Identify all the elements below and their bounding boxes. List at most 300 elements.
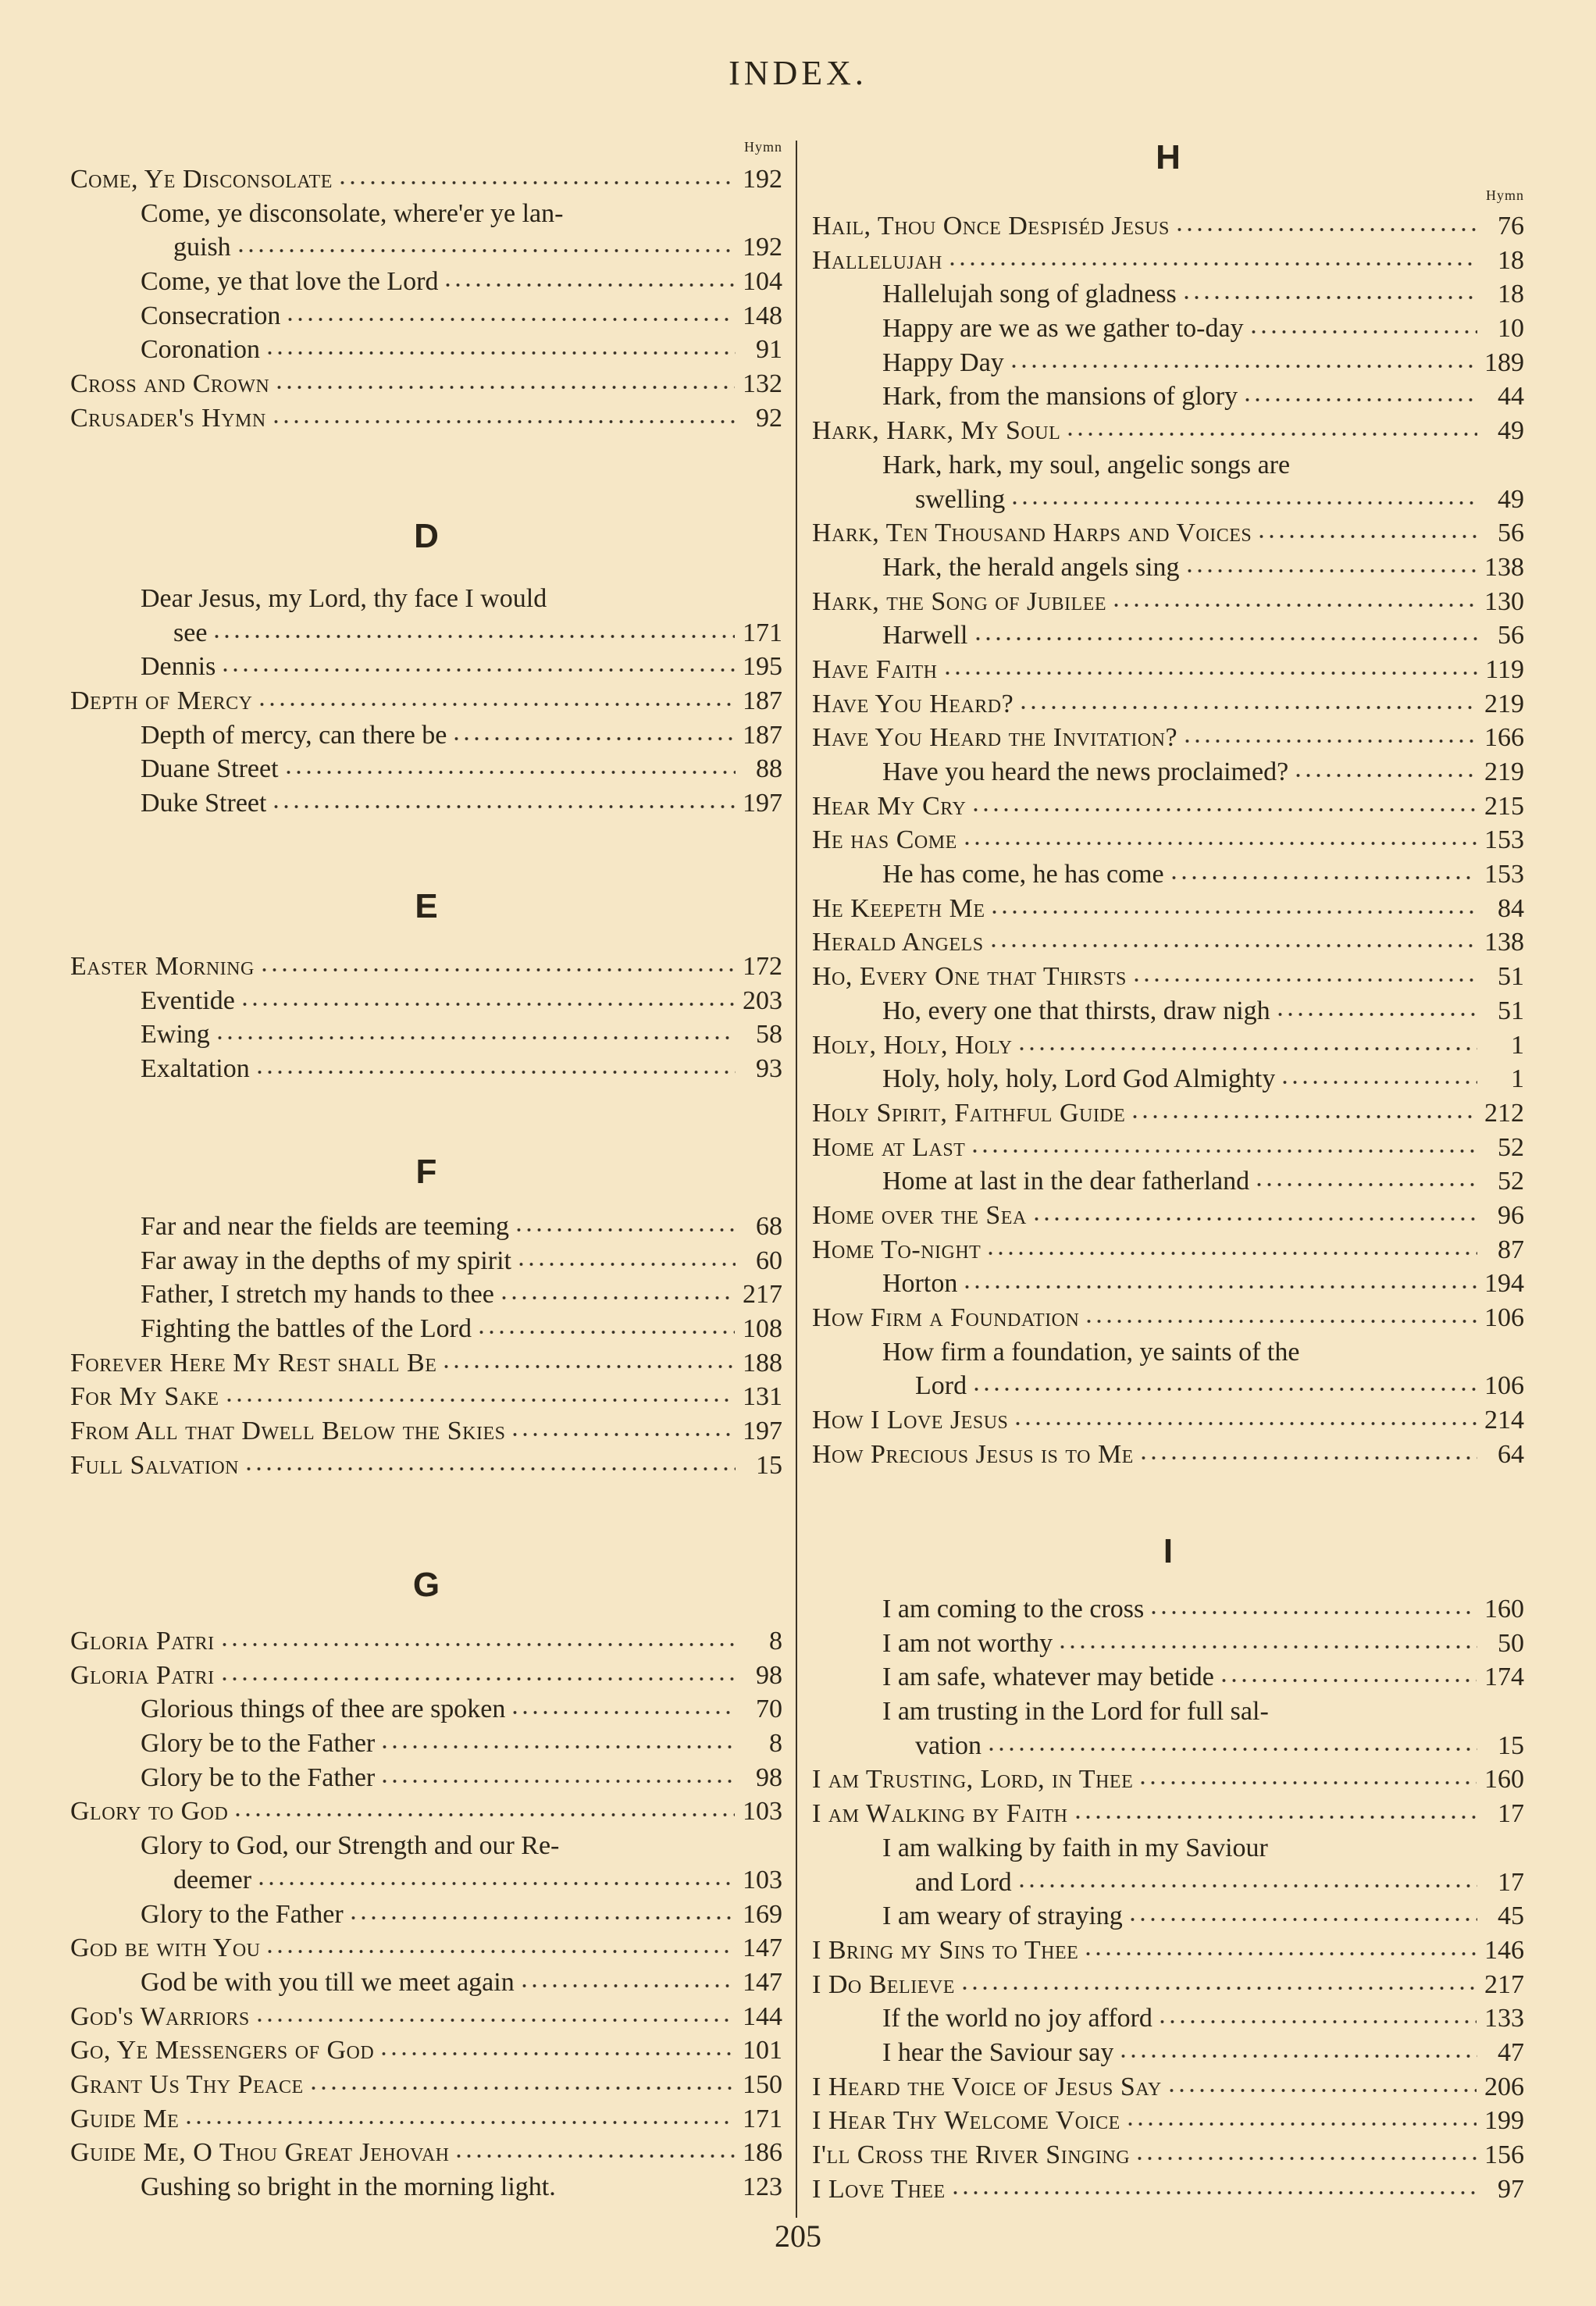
entry-text-continuation: see [173, 618, 208, 647]
hymn-number: 146 [1484, 1935, 1524, 1965]
dot-leader [1128, 1915, 1477, 1924]
hymn-number: 87 [1498, 1235, 1524, 1264]
dot-leader [1185, 566, 1477, 576]
first-line-entry [812, 2001, 1524, 2036]
hymn-title-entry [812, 1096, 1524, 1131]
hymn-number: 1 [1511, 1064, 1524, 1094]
hymn-title-entry [70, 1931, 782, 1966]
page-number: 205 [775, 2219, 821, 2254]
first-line-entry [70, 1278, 782, 1312]
dot-leader [1084, 1317, 1477, 1326]
dot-leader [1009, 362, 1477, 371]
hymn-number: 50 [1498, 1628, 1524, 1658]
dot-leader [1111, 601, 1477, 610]
entry-text-continuation: Lord [915, 1371, 967, 1401]
first-line-entry [812, 994, 1524, 1028]
entry-text: Hark, from the mansions of glory [882, 382, 1238, 412]
hymn-number: 106 [1484, 1303, 1524, 1332]
dot-leader [1135, 2154, 1477, 2163]
entry-text: I am walking by faith in my Saviour [882, 1833, 1268, 1862]
entry-text: Forever Here My Rest shall Be [70, 1348, 437, 1378]
entry-text: I am weary of straying [882, 1901, 1123, 1931]
entry-text: Have Faith [812, 654, 938, 684]
entry-text: God be with You [70, 1934, 261, 1963]
hymn-title-entry [812, 721, 1524, 755]
entry-text: I Heard the Voice of Jesus Say [812, 2072, 1162, 2101]
entry-continuation [70, 616, 782, 650]
entry-text: Crusader's Hymn [70, 403, 266, 433]
hymn-number: 45 [1498, 1901, 1524, 1931]
dot-leader [970, 1146, 1477, 1156]
hymn-title-entry [812, 1233, 1524, 1267]
entry-text: Go, Ye Messengers of God [70, 2036, 375, 2065]
first-line-entry [70, 752, 782, 786]
hymn-number: 8 [769, 1627, 782, 1656]
entry-text: I am safe, whatever may betide [882, 1663, 1214, 1692]
hymn-number: 98 [756, 1762, 782, 1792]
hymn-title-entry [70, 367, 782, 401]
dot-leader [255, 2016, 735, 2025]
entry-text: Home over the Sea [812, 1200, 1027, 1230]
hymn-title-entry [812, 789, 1524, 824]
dot-leader [510, 1430, 735, 1439]
dot-leader [510, 1708, 736, 1717]
hymn-number: 219 [1484, 689, 1524, 718]
hymn-title-entry [70, 950, 782, 984]
hymn-title-entry [812, 2104, 1524, 2138]
hymn-number: 1 [1511, 1030, 1524, 1060]
entry-text: Cross and Crown [70, 369, 270, 399]
hymn-number: 64 [1498, 1439, 1524, 1469]
section-heading-f: F [415, 1153, 437, 1191]
entry-text: I am coming to the cross [882, 1595, 1145, 1623]
first-line-entry [70, 650, 782, 684]
first-line-entry [812, 1062, 1524, 1096]
hymn-title-entry [812, 209, 1524, 244]
hymn-number: 119 [1485, 654, 1524, 684]
dot-leader [219, 1640, 736, 1649]
dot-leader [1013, 1419, 1477, 1428]
hymn-number: 49 [1498, 416, 1524, 446]
hymn-number: 192 [743, 233, 782, 262]
dot-leader [1018, 703, 1477, 712]
dot-leader [274, 383, 735, 392]
first-line-entry [812, 312, 1524, 346]
first-line-entry [70, 333, 782, 367]
first-line-entry [70, 1210, 782, 1244]
first-line-entry [812, 755, 1524, 789]
dot-leader [1125, 2119, 1477, 2129]
entry-text: Consecration [141, 301, 281, 330]
dot-leader [1293, 771, 1477, 780]
hymn-number: 133 [1484, 2004, 1524, 2033]
first-line-entry [812, 618, 1524, 653]
hymn-number: 93 [756, 1054, 782, 1084]
entry-text: I Love Thee [812, 2174, 946, 2204]
hymn-title-entry [812, 1131, 1524, 1165]
entry-text: Dennis [141, 652, 216, 682]
hymn-number: 103 [743, 1797, 782, 1827]
entry-text: Gloria Patri [70, 1660, 215, 1690]
entry-text: I Hear Thy Welcome Voice [812, 2106, 1120, 2136]
first-line-entry [70, 984, 782, 1018]
hymn-number: 8 [769, 1729, 782, 1759]
hymn-number: 76 [1498, 212, 1524, 241]
dot-leader [942, 668, 1477, 678]
dot-leader [973, 634, 1477, 643]
hymn-number: 132 [743, 369, 782, 399]
dot-leader [950, 2188, 1477, 2197]
entry-text: From All that Dwell Below the Skies [70, 1417, 506, 1446]
dot-leader [962, 1282, 1477, 1292]
hymn-title-entry [812, 1762, 1524, 1797]
hymn-number: 148 [743, 301, 782, 330]
hymn-number: 166 [1484, 723, 1524, 753]
hymn-number: 153 [1484, 825, 1524, 855]
hymn-number: 18 [1498, 280, 1524, 309]
hymn-number: 96 [1498, 1200, 1524, 1230]
first-line-entry [812, 346, 1524, 380]
section-heading-e: E [415, 887, 438, 925]
entry-text: Holy, holy, holy, Lord God Almighty [882, 1064, 1276, 1094]
dot-leader [441, 1362, 735, 1371]
hymn-number: 214 [1484, 1406, 1524, 1435]
dot-leader [454, 2151, 735, 2161]
dot-leader [989, 907, 1477, 917]
section-e-entries [70, 950, 782, 1086]
entry-continuation [812, 483, 1524, 517]
entry-text: Glory be to the Father [141, 1729, 376, 1759]
entry-text: I am Trusting, Lord, in Thee [812, 1765, 1134, 1795]
entry-text: Glory be to the Father [141, 1762, 376, 1792]
hymn-title-entry [70, 2033, 782, 2068]
hymn-number: 51 [1498, 996, 1524, 1025]
section-f-entries [70, 1210, 782, 1483]
hymn-number: 49 [1498, 484, 1524, 514]
hymn-title-entry [812, 244, 1524, 278]
hymn-title-entry [812, 1968, 1524, 2002]
first-line-entry [70, 582, 782, 616]
hymn-number: 172 [743, 952, 782, 981]
entry-text: I am not worthy [882, 1628, 1053, 1658]
section-i-entries [812, 1592, 1524, 2206]
hymn-title-entry [70, 1346, 782, 1381]
first-line-entry [812, 448, 1524, 483]
dot-leader [244, 1464, 736, 1474]
entry-text: God be with you till we meet again [141, 1967, 515, 1997]
page-title: INDEX. [729, 54, 867, 92]
hymn-number: 84 [1498, 893, 1524, 923]
hymn-title-entry [812, 1797, 1524, 1831]
hymn-number: 52 [1498, 1132, 1524, 1162]
entry-text: Hail, Thou Once Despiséd Jesus [812, 212, 1170, 241]
entry-text: Fighting the battles of the Lord [141, 1314, 472, 1344]
hymn-title-entry [812, 892, 1524, 926]
dot-leader [1083, 1949, 1477, 1958]
hymn-number: 44 [1498, 382, 1524, 412]
dot-leader [1254, 1180, 1477, 1189]
entry-text: Far away in the depths of my spirit [141, 1246, 511, 1275]
dot-leader [1130, 1112, 1477, 1121]
hymn-number: 187 [743, 720, 782, 750]
dot-leader [265, 348, 736, 358]
first-line-entry [70, 1727, 782, 1761]
dot-leader [1138, 1453, 1477, 1463]
dot-leader [971, 805, 1477, 814]
entry-text: Easter Morning [70, 952, 255, 981]
entry-text: Depth of Mercy [70, 686, 253, 716]
dot-leader [259, 965, 735, 975]
entry-text: Dear Jesus, my Lord, thy face I would [141, 584, 547, 613]
first-line-entry [812, 857, 1524, 892]
hymn-number: 153 [1484, 860, 1524, 889]
entry-text: Glory to the Father [141, 1899, 344, 1929]
entry-text: Holy, Holy, Holy [812, 1030, 1013, 1060]
dot-leader [265, 1947, 735, 1956]
hymn-number: 160 [1484, 1765, 1524, 1795]
dot-leader [971, 1385, 1477, 1394]
hymn-title-entry [70, 1380, 782, 1414]
dot-leader [219, 1674, 736, 1684]
first-line-entry [812, 1335, 1524, 1370]
dot-leader [379, 1777, 736, 1786]
dot-leader [283, 768, 736, 777]
hymn-number: 104 [743, 267, 782, 297]
entry-text: Glory to God, our Strength and our Re- [141, 1831, 560, 1861]
hymn-number: 47 [1498, 2037, 1524, 2067]
dot-leader [1073, 1812, 1477, 1822]
hymn-title-entry [812, 585, 1524, 619]
entry-text: Guide Me, O Thou Great Jehovah [70, 2138, 450, 2168]
hymn-title-entry [70, 1414, 782, 1449]
entry-text: I Do Believe [812, 1969, 955, 1999]
entry-text: Ho, Every One that Thirsts [812, 962, 1127, 992]
dot-leader [985, 1249, 1477, 1258]
entry-text: Holy Spirit, Faithful Guide [812, 1098, 1126, 1128]
hymn-number: 187 [743, 686, 782, 716]
hymn-number: 197 [743, 1417, 782, 1446]
dot-leader [1280, 1078, 1477, 1087]
dot-leader [183, 2118, 735, 2127]
first-line-entry [812, 1831, 1524, 1866]
hymn-title-entry [812, 2070, 1524, 2105]
hymn-number: 215 [1484, 791, 1524, 821]
hymn-number: 147 [743, 1967, 782, 1997]
first-line-entry [812, 1695, 1524, 1729]
dot-leader [1242, 395, 1477, 405]
dot-leader [451, 734, 735, 743]
hymn-title-entry [812, 414, 1524, 448]
dot-leader [348, 1913, 735, 1923]
hymn-title-entry [70, 1449, 782, 1483]
dot-leader [989, 941, 1477, 950]
hymn-title-entry [812, 1403, 1524, 1438]
entry-text: Grant Us Thy Peace [70, 2069, 304, 2099]
entry-text: Horton [882, 1269, 958, 1299]
entry-text: Depth of mercy, can there be [141, 720, 447, 750]
hymn-number: 219 [1484, 757, 1524, 786]
hymn-number: 203 [743, 985, 782, 1015]
hymn-number: 144 [743, 2001, 782, 2031]
hymn-number: 186 [743, 2138, 782, 2168]
entry-text: God's Warriors [70, 2001, 250, 2031]
hymn-number: 92 [756, 403, 782, 433]
dot-leader [212, 632, 735, 641]
first-line-entry [812, 551, 1524, 585]
hymn-number: 97 [1498, 2174, 1524, 2204]
hymn-title-entry [812, 1028, 1524, 1063]
hymn-number: 188 [743, 1348, 782, 1378]
first-line-entry [812, 1899, 1524, 1934]
hymn-title-entry [70, 401, 782, 436]
entry-text: Happy Day [882, 348, 1004, 377]
hymn-number: 160 [1484, 1595, 1524, 1623]
dot-leader [960, 1983, 1477, 1993]
first-line-entry [70, 2170, 782, 2204]
dot-leader [256, 1879, 735, 1888]
hymn-number: 217 [1484, 1969, 1524, 1999]
hymn-title-entry [70, 2068, 782, 2102]
entry-text: How I Love Jesus [812, 1406, 1009, 1435]
hymn-number: 138 [1484, 928, 1524, 957]
hymn-number: 206 [1484, 2072, 1524, 2101]
hymn-number: 98 [756, 1660, 782, 1690]
dot-leader [1256, 532, 1477, 541]
entry-text: Hark, Hark, My Soul [812, 416, 1061, 446]
first-line-entry [70, 786, 782, 821]
hymn-number: 15 [756, 1450, 782, 1480]
entry-text-continuation: deemer [173, 1865, 252, 1894]
hymn-number: 106 [1484, 1371, 1524, 1401]
hymn-title-entry [812, 960, 1524, 994]
dot-leader [337, 178, 735, 187]
column-divider [796, 141, 797, 2218]
entry-text: Hear My Cry [812, 791, 967, 821]
dot-leader [962, 839, 1477, 848]
entry-text: Hark, the Song of Jubilee [812, 586, 1107, 616]
entry-text: Home at last in the dear fatherland [882, 1167, 1250, 1196]
section-g-entries [70, 1624, 782, 2204]
hymn-title-entry [812, 516, 1524, 551]
dot-leader [516, 1260, 736, 1269]
first-line-entry [70, 1052, 782, 1086]
hymn-number: 88 [756, 754, 782, 784]
dot-leader [499, 1293, 735, 1303]
entry-text: Gushing so bright in the morning light. [141, 2172, 556, 2201]
hymn-title-entry [812, 2172, 1524, 2207]
entry-text: Far and near the fields are teeming [141, 1212, 510, 1241]
hymn-number: 17 [1498, 1799, 1524, 1829]
dot-leader [1031, 1214, 1477, 1224]
first-line-entry [70, 718, 782, 753]
dot-leader [257, 700, 735, 709]
hymn-number: 108 [743, 1314, 782, 1344]
hymn-number: 197 [743, 789, 782, 818]
dot-leader [1219, 1676, 1477, 1685]
entry-text: Come, ye that love the Lord [141, 267, 439, 297]
entry-continuation [70, 1863, 782, 1898]
dot-leader [1181, 293, 1477, 302]
hymn-title-entry [812, 2138, 1524, 2172]
entry-text: Duane Street [141, 754, 279, 784]
hymn-title-entry [812, 1438, 1524, 1472]
dot-leader [1010, 498, 1477, 508]
hymn-title-entry [70, 2000, 782, 2034]
hymn-number: 174 [1484, 1663, 1524, 1692]
entry-text: Come, ye disconsolate, where'er ye lan- [141, 198, 564, 228]
hymn-number: 189 [1484, 348, 1524, 377]
hymn-number: 15 [1498, 1730, 1524, 1760]
entry-text: I am trusting in the Lord for full sal- [882, 1697, 1269, 1727]
entry-text: Home To-night [812, 1235, 981, 1264]
entry-text: Duke Street [141, 789, 267, 818]
first-line-entry [812, 1660, 1524, 1695]
dot-leader [1167, 2086, 1477, 2095]
hymn-number: 195 [743, 652, 782, 682]
entry-text: Full Salvation [70, 1450, 239, 1480]
dot-leader [1017, 1044, 1477, 1053]
dot-leader [308, 2083, 735, 2093]
first-line-entry [70, 1244, 782, 1278]
entry-text: Come, Ye Disconsolate [70, 165, 333, 194]
first-line-entry [812, 380, 1524, 414]
dot-leader [379, 1742, 736, 1752]
entry-text: Herald Angels [812, 928, 984, 957]
dot-leader [285, 315, 735, 324]
dot-leader [514, 1225, 736, 1235]
entry-continuation [812, 1369, 1524, 1403]
first-line-entry [70, 1761, 782, 1795]
hymn-number: 192 [743, 165, 782, 194]
entry-text: Hallelujah song of gladness [882, 280, 1177, 309]
dot-leader [271, 417, 736, 426]
hymn-title-entry [812, 925, 1524, 960]
hymn-number: 101 [743, 2036, 782, 2065]
first-line-entry [812, 1627, 1524, 1661]
entry-text-continuation: vation [915, 1730, 981, 1760]
hymn-number: 18 [1498, 245, 1524, 275]
dot-leader [1138, 1778, 1477, 1787]
hymn-number: 56 [1498, 621, 1524, 650]
first-line-entry [70, 1966, 782, 2000]
dot-leader [1182, 736, 1477, 746]
first-line-entry [70, 1898, 782, 1932]
dot-leader [986, 1745, 1477, 1754]
hymn-number: 199 [1484, 2106, 1524, 2136]
dot-leader [1169, 873, 1477, 882]
hymn-number: 51 [1498, 962, 1524, 992]
hymn-number: 147 [743, 1934, 782, 1963]
entry-text: Harwell [882, 621, 968, 650]
section-heading-h: H [1156, 138, 1181, 176]
section-c-entries [70, 162, 782, 436]
section-heading-g: G [412, 1566, 440, 1604]
hymn-number: 123 [743, 2172, 782, 2201]
hymn-title-entry [70, 162, 782, 197]
hymn-title-entry [70, 684, 782, 718]
first-line-entry [70, 265, 782, 299]
entry-text-continuation: swelling [915, 484, 1006, 514]
entry-text: For My Sake [70, 1382, 219, 1412]
entry-text: Glorious things of thee are spoken [141, 1695, 506, 1724]
section-d-entries [70, 582, 782, 821]
section-heading-i: I [1163, 1532, 1174, 1570]
entry-text: Guide Me [70, 2104, 180, 2133]
hymn-number: 171 [743, 2104, 782, 2133]
entry-text: Hallelujah [812, 245, 942, 275]
entry-text: Ho, every one that thirsts, draw nigh [882, 996, 1270, 1025]
dot-leader [233, 1810, 735, 1819]
